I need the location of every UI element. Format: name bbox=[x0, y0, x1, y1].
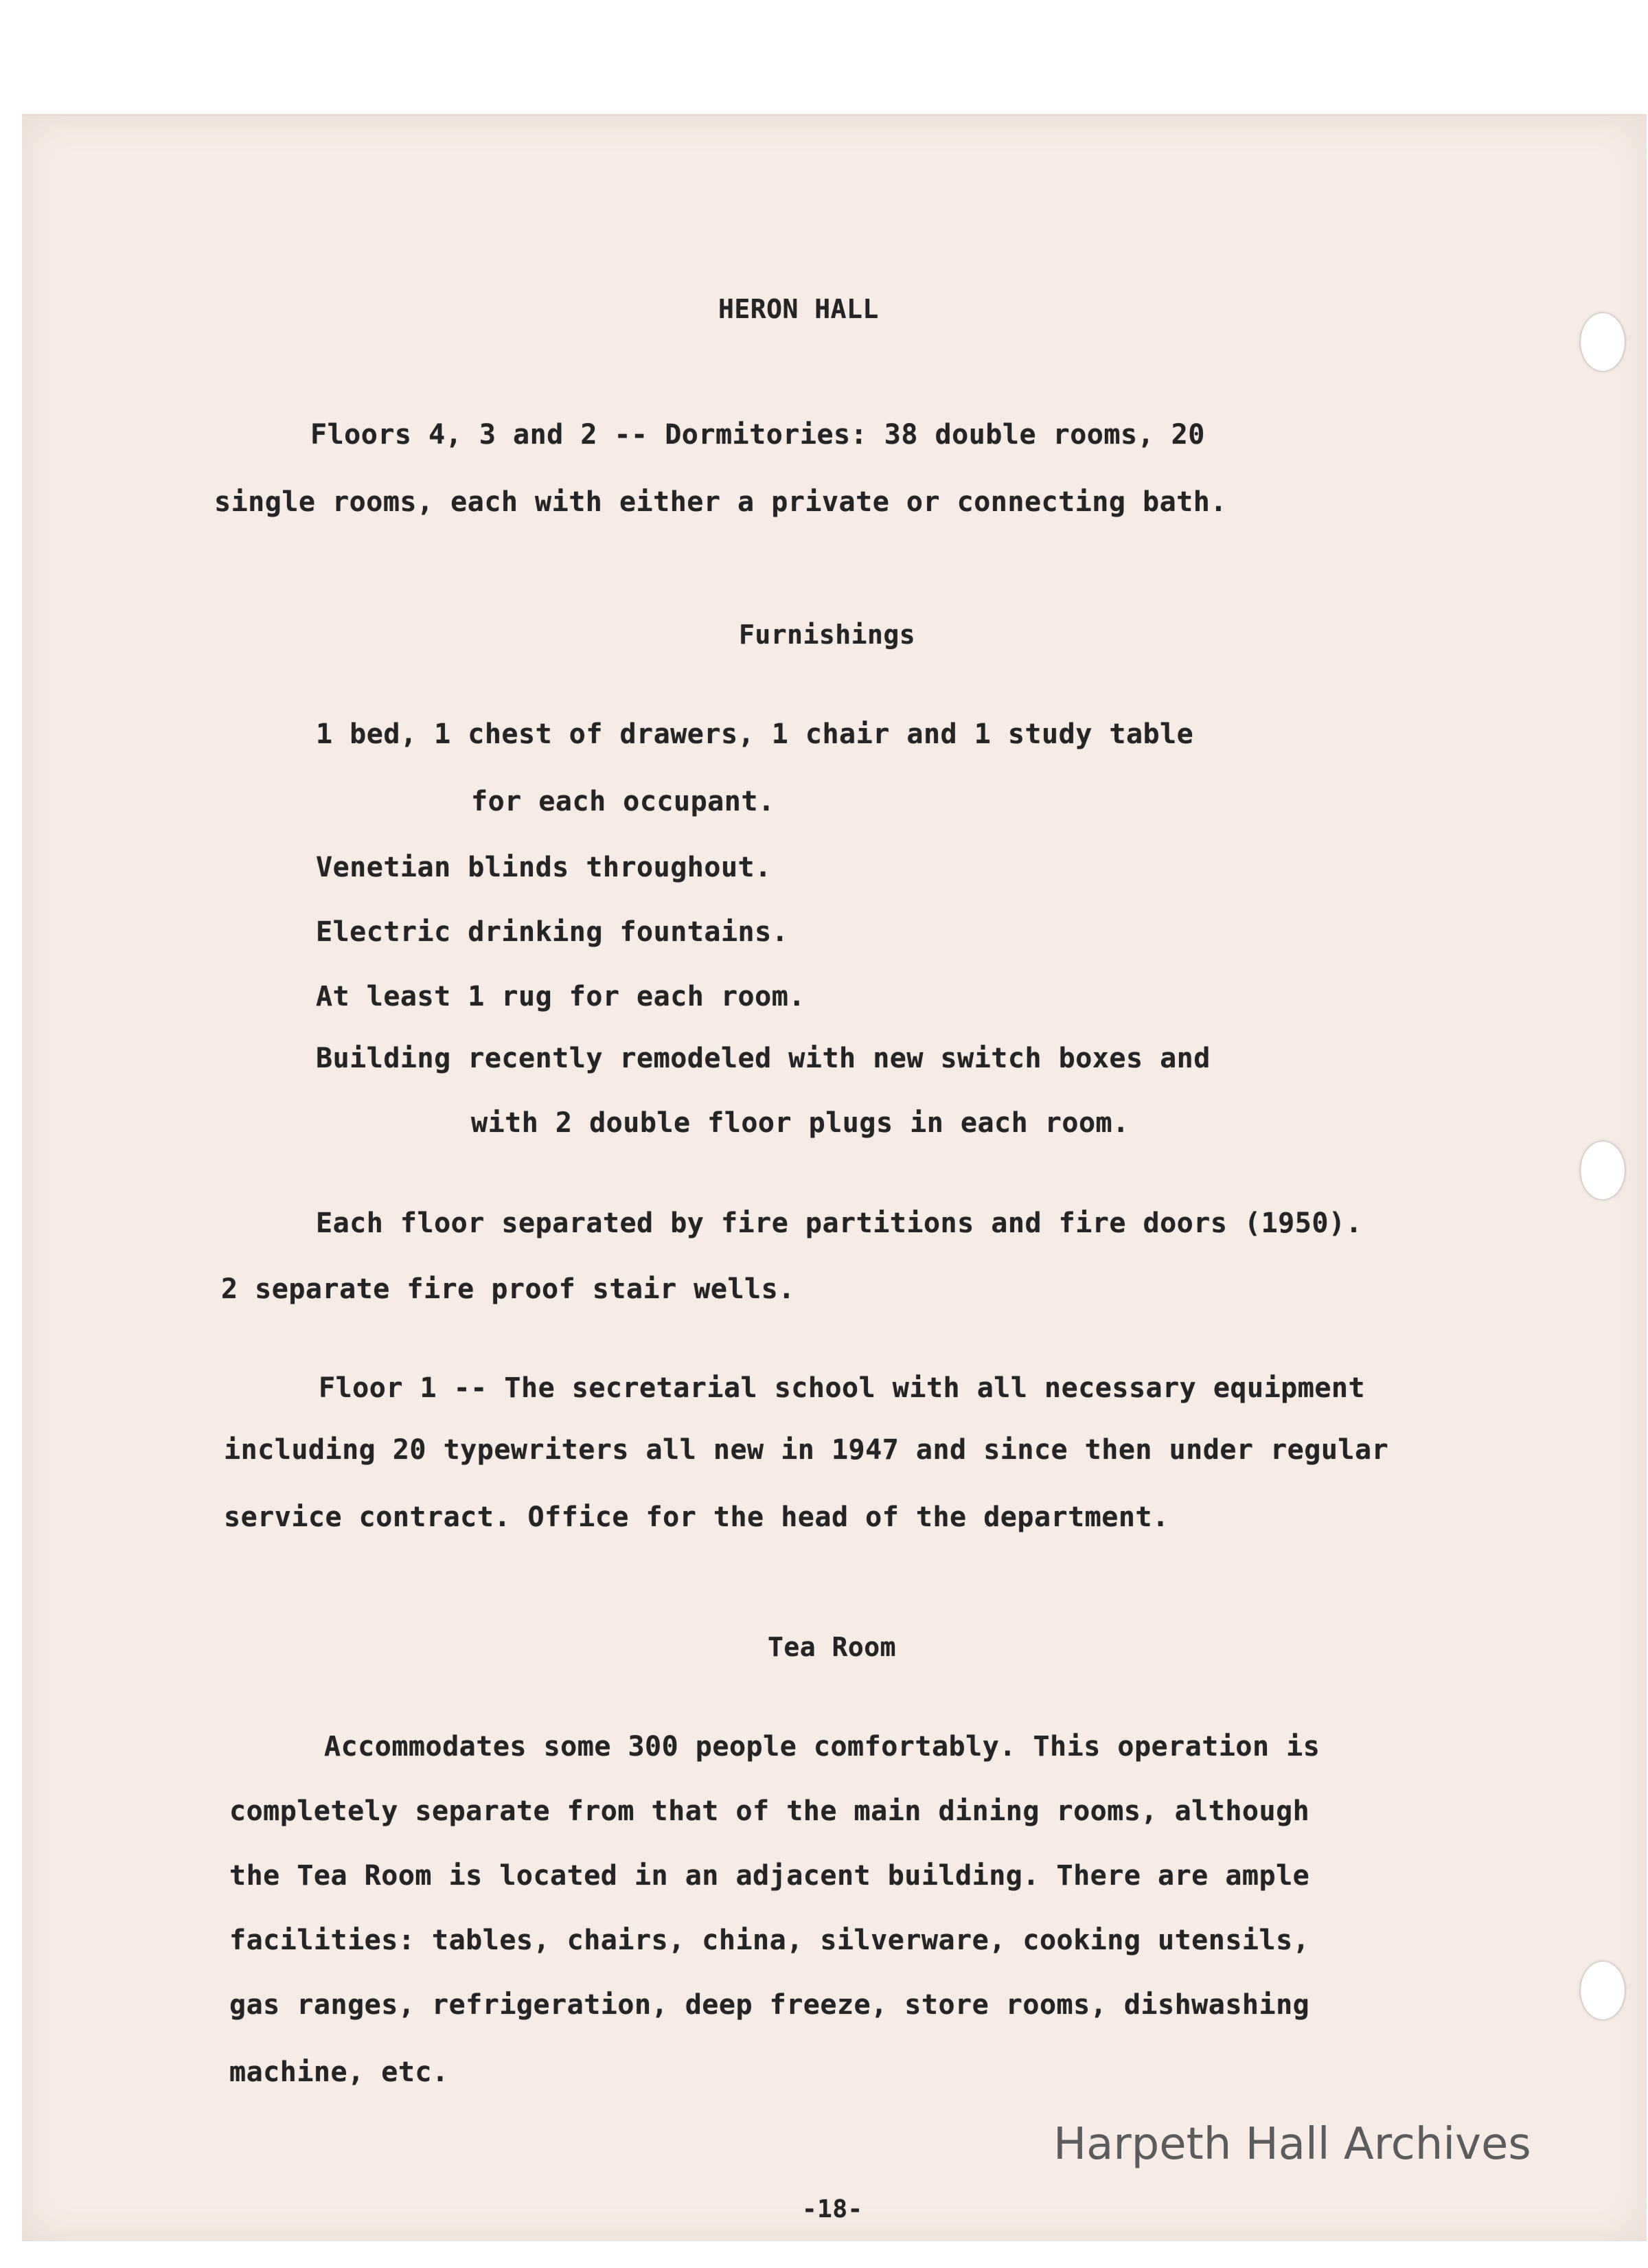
furnishings-line: 1 bed, 1 chest of drawers, 1 chair and 1 study table bbox=[316, 718, 1194, 750]
tea-room-line: Accommodates some 300 people comfortably. This operation is bbox=[324, 1731, 1320, 1762]
fire-line: Each floor separated by fire partitions and fire doors (1950). bbox=[316, 1207, 1363, 1239]
furnishings-heading: Furnishings bbox=[739, 620, 916, 650]
tea-room-line: gas ranges, refrigeration, deep freeze, store rooms, dishwashing bbox=[229, 1989, 1310, 2021]
tea-room-line: the Tea Room is located in an adjacent building. There are ample bbox=[229, 1860, 1310, 1892]
binder-hole-bottom bbox=[1581, 1962, 1625, 2019]
binder-hole-middle bbox=[1581, 1142, 1625, 1199]
floor1-line: including 20 typewriters all new in 1947 and since then under regular bbox=[224, 1434, 1389, 1466]
dormitories-line-2: single rooms, each with either a private or connecting bath. bbox=[214, 486, 1227, 518]
furnishings-line: Building recently remodeled with new switch boxes and bbox=[316, 1043, 1211, 1074]
page-number: -18- bbox=[802, 2195, 863, 2223]
fire-line: 2 separate fire proof stair wells. bbox=[221, 1273, 795, 1305]
floor1-line: service contract. Office for the head of the department. bbox=[224, 1501, 1169, 1533]
tea-room-heading: Tea Room bbox=[768, 1632, 897, 1662]
binder-hole-top bbox=[1581, 313, 1625, 371]
page-title: HERON HALL bbox=[718, 294, 879, 324]
furnishings-line: At least 1 rug for each room. bbox=[316, 981, 805, 1012]
tea-room-line: facilities: tables, chairs, china, silverware, cooking utensils, bbox=[229, 1925, 1310, 1956]
tea-room-line: machine, etc. bbox=[229, 2056, 449, 2088]
furnishings-line: for each occupant. bbox=[471, 786, 775, 817]
archive-watermark: Harpeth Hall Archives bbox=[1053, 2119, 1531, 2170]
furnishings-line: Venetian blinds throughout. bbox=[316, 852, 772, 883]
tea-room-line: completely separate from that of the main dining rooms, although bbox=[229, 1795, 1310, 1827]
furnishings-line: with 2 double floor plugs in each room. bbox=[471, 1107, 1130, 1139]
dormitories-line-1: Floors 4, 3 and 2 -- Dormitories: 38 double rooms, 20 bbox=[310, 419, 1205, 451]
floor1-line: Floor 1 -- The secretarial school with all necessary equipment bbox=[319, 1372, 1366, 1404]
furnishings-line: Electric drinking fountains. bbox=[316, 916, 789, 948]
